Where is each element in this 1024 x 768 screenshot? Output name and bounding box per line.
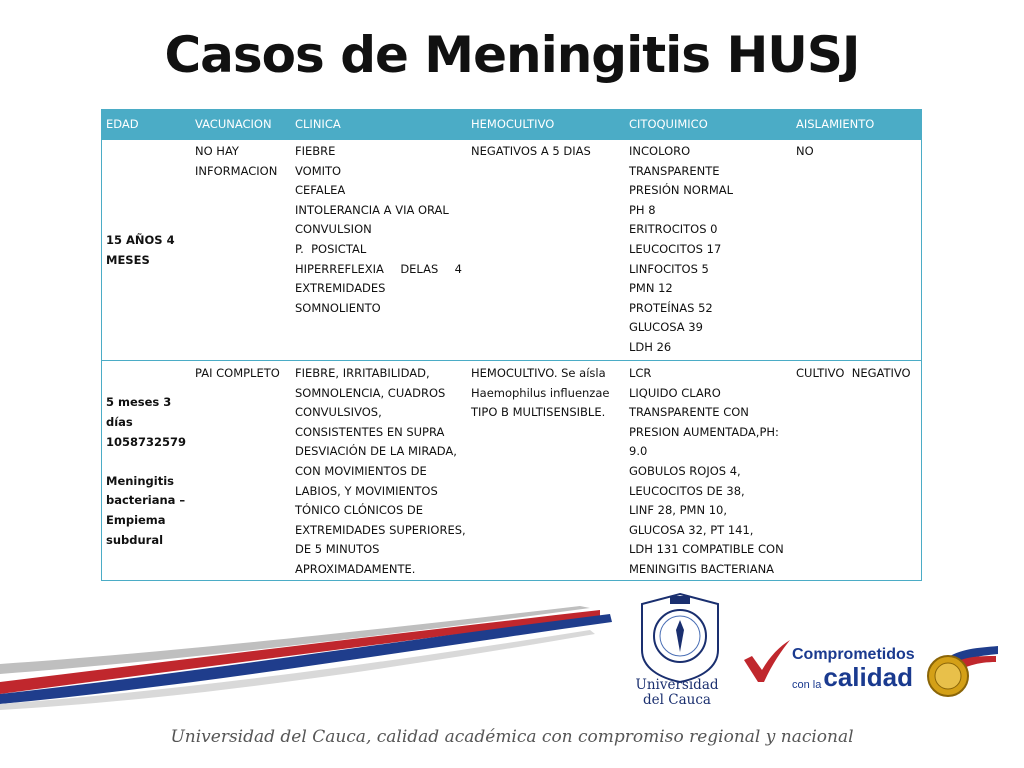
footer-tagline: Universidad del Cauca, calidad académica con compromiso regional y nacional [170,727,854,747]
cell-line: subdural [106,532,164,547]
cell-edad [102,140,191,361]
cell-line: Empiema [106,512,166,527]
cell-vacunacion [191,361,291,581]
quality-badge-connector: con la [792,679,822,691]
cell-word: 4 [454,261,462,276]
cell-line: Meningitis [106,473,175,488]
cell-line: TRANSPARENTE [629,163,720,178]
cell-line: TÓNICO CLÓNICOS DE [295,503,424,518]
university-name-line: del Cauca [643,692,711,708]
cell-line: ERITROCITOS 0 [629,222,718,237]
table-header-row [102,110,922,140]
slide-title: Casos de Meningitis HUSJ [164,26,860,84]
cell-line: LINF 28, PMN 10, [629,503,728,518]
quality-badge-title: Comprometidos [792,646,915,663]
cell-line: PRESION AUMENTADA,PH: [629,424,779,439]
cell-justified-line [295,260,462,280]
checkmark-icon [742,638,792,684]
cell-citoquimico [625,140,792,361]
cell-line: SOMNOLIENTO [295,300,381,315]
cell-line: CONVULSION [295,222,372,237]
cell-line: APROXIMADAMENTE. [295,561,416,576]
cell-line: Haemophilus influenzae [471,385,610,400]
cell-line: PRESIÓN NORMAL [629,183,734,198]
cell-line: LDH 26 [629,339,672,354]
table-row [102,140,922,361]
cell-line: TIPO B MULTISENSIBLE. [471,405,606,420]
footer-waves-decoration [0,600,620,710]
cell-line: LEUCOCITOS DE 38, [629,483,745,498]
cell-line: INTOLERANCIA A VIA ORAL [295,202,449,217]
cell-line: GOBULOS ROJOS 4, [629,463,741,478]
table-row [102,361,922,581]
cell-line: LDH 131 COMPATIBLE CON [629,542,784,557]
cell-line: LABIOS, Y MOVIMIENTOS [295,483,438,498]
cell-line: NO HAY [195,144,239,158]
header-aislamiento: AISLAMIENTO [792,110,922,140]
cell-line: INFORMACION [195,163,278,178]
cell-line: DE 5 MINUTOS [295,542,380,557]
cell-line: LEUCOCITOS 17 [629,241,722,256]
cell-hemocultivo [467,140,625,361]
cell-clinica [291,361,467,581]
cell-line: NO [796,144,814,158]
cell-line: P. POSICTAL [295,241,367,256]
cell-line: TRANSPARENTE CON [629,405,749,420]
cell-line: CONSISTENTES EN SUPRA [295,424,445,439]
cell-line: 15 AÑOS 4 [106,233,175,248]
cell-line: DESVIACIÓN DE LA MIRADA, [295,444,457,459]
cell-line: PMN 12 [629,281,673,296]
cell-line: PROTEÍNAS 52 [629,300,713,315]
header-clinica: CLINICA [291,110,467,140]
cell-line: CEFALEA [295,183,346,198]
cell-line: EXTREMIDADES SUPERIORES, [295,522,466,537]
cell-vacunacion [191,140,291,361]
cell-aislamiento [792,140,922,361]
cell-line: INCOLORO [629,144,691,158]
cell-line: MENINGITIS BACTERIANA [629,561,775,576]
medal-icon [920,640,1000,700]
cell-line: MESES [106,253,150,267]
cell-word: DELAS [400,261,439,276]
quality-badge [792,646,915,691]
cell-citoquimico [625,361,792,581]
cell-line: 9.0 [629,444,648,459]
cell-line: CON MOVIMIENTOS DE [295,463,427,478]
cell-edad [102,361,191,581]
cell-line: CULTIVO NEGATIVO [796,366,911,380]
cell-line: días [106,414,133,429]
header-vacunacion: VACUNACION [191,110,291,140]
cell-line: 1058732579 [106,434,187,449]
header-edad: EDAD [102,110,191,140]
university-name-line: Universidad [635,677,719,693]
cell-line: EXTREMIDADES [295,281,386,296]
cell-line: 5 meses 3 [106,395,172,410]
cell-line: LINFOCITOS 5 [629,261,709,276]
cell-line: bacteriana – [106,493,186,508]
quality-badge-word: calidad [823,662,913,692]
cell-line: VOMITO [295,163,342,178]
cell-line: CONVULSIVOS, [295,405,382,420]
cell-clinica [291,140,467,361]
cell-line: LIQUIDO CLARO [629,385,721,400]
cell-word: HIPERREFLEXIA [295,261,384,276]
cell-line: PAI COMPLETO [195,366,280,380]
cell-line: PH 8 [629,202,656,217]
cell-line: LCR [629,366,652,380]
university-name [627,678,727,708]
cell-aislamiento [792,361,922,581]
cell-line: NEGATIVOS A 5 DIAS [471,144,591,158]
cell-hemocultivo [467,361,625,581]
cell-line: FIEBRE, IRRITABILIDAD, [295,366,430,380]
header-hemocultivo: HEMOCULTIVO [467,110,625,140]
cell-line: SOMNOLENCIA, CUADROS [295,385,446,400]
cell-line: GLUCOSA 39 [629,320,703,335]
cell-line: FIEBRE [295,144,336,158]
cell-line: HEMOCULTIVO. Se aísla [471,366,606,380]
header-citoquimico: CITOQUIMICO [625,110,792,140]
cases-table [101,109,922,581]
cell-line: GLUCOSA 32, PT 141, [629,522,754,537]
